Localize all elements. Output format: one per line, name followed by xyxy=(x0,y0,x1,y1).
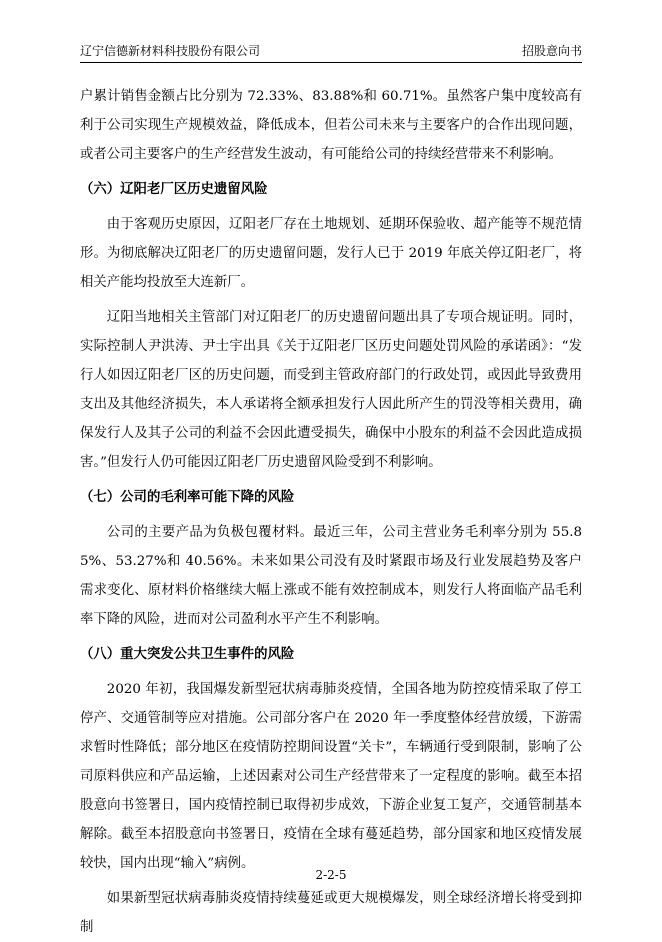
paragraph-8-2: 如果新型冠状病毒肺炎疫情持续蔓延或更大规模爆发，则全球经济增长将受到抑制 xyxy=(80,891,582,935)
paragraph-8-1: 2020 年初，我国爆发新型冠状病毒肺炎疫情，全国各地为防控疫情采取了停工停产、交通管制等应对措施。公司部分客户在 2020 年一季度整体经营放缓，下游需求暂时性降低；部分地区在疫情防控期间设置“关卡”，车辆通行受到限制，影响了公司原料供应和产品运输，上述因素对公司生产经营带来了一定程度的影响。截至本招股意向书签署日，国内疫情控制已取得初步成效，下游企业复工复产，交通管制基本解除。截至本招股意向书签署日，疫情在全球有蔓延趋势，部分国家和地区疫情发展较快，国内出现“输入”病例。 xyxy=(80,682,582,871)
paragraph-6-2: 辽阳当地相关主管部门对辽阳老厂的历史遗留问题出具了专项合规证明。同时，实际控制人尹洪涛、尹士宇出具《关于辽阳老厂区历史问题处罚风险的承诺函》：“发行人如因辽阳老厂区的历史问题，而受到主管政府部门的行政处罚，或因此导致费用支出及其他经济损失，本人承诺将全额承担发行人因此所产生的罚没等相关费用，确保发行人及其子公司的利益不会因此遭受损失，确保中小股东的利益不会因此造成损害。”但发行人仍可能因辽阳老厂历史遗留风险受到不利影响。 xyxy=(80,310,582,470)
page-header xyxy=(80,40,582,63)
heading-section-6: （六）辽阳老厂区历史遗留风险 xyxy=(80,182,268,197)
paragraph-6-1: 由于客观历史原因，辽阳老厂存在土地规划、延期环保验收、超产能等不规范情形。为彻底解决辽阳老厂的历史遗留问题，发行人已于 2019 年底关停辽阳老厂，将相关产能均投放至大连新厂。 xyxy=(80,217,582,290)
header-company-name: 辽宁信德新材料科技股份有限公司 xyxy=(80,44,261,58)
paragraph-intro: 户累计销售金额占比分别为 72.33%、83.88%和 60.71%。虽然客户集中度较高有利于公司实现生产规模效益，降低成本，但若公司未来与主要客户的合作出现问题，或者公司主要客户的生产经营发生波动，有可能给公司的持续经营带来不利影响。 xyxy=(80,89,582,162)
heading-section-8: （八）重大突发公共卫生事件的风险 xyxy=(80,647,295,662)
paragraph-7-1: 公司的主要产品为负极包覆材料。最近三年，公司主营业务毛利率分别为 55.85%、53.27%和 40.56%。未来如果公司没有及时紧跟市场及行业发展趋势及客户需求变化、原材料价格继续大幅上涨或不能有效控制成本，则发行人将面临产品毛利率下降的风险，进而对公司盈利水平产生不利影响。 xyxy=(80,525,582,627)
heading-section-7: （七）公司的毛利率可能下降的风险 xyxy=(80,490,295,505)
page-number: 2-2-5 xyxy=(315,868,347,882)
page-content xyxy=(80,82,582,942)
header-document-type: 招股意向书 xyxy=(521,44,582,58)
